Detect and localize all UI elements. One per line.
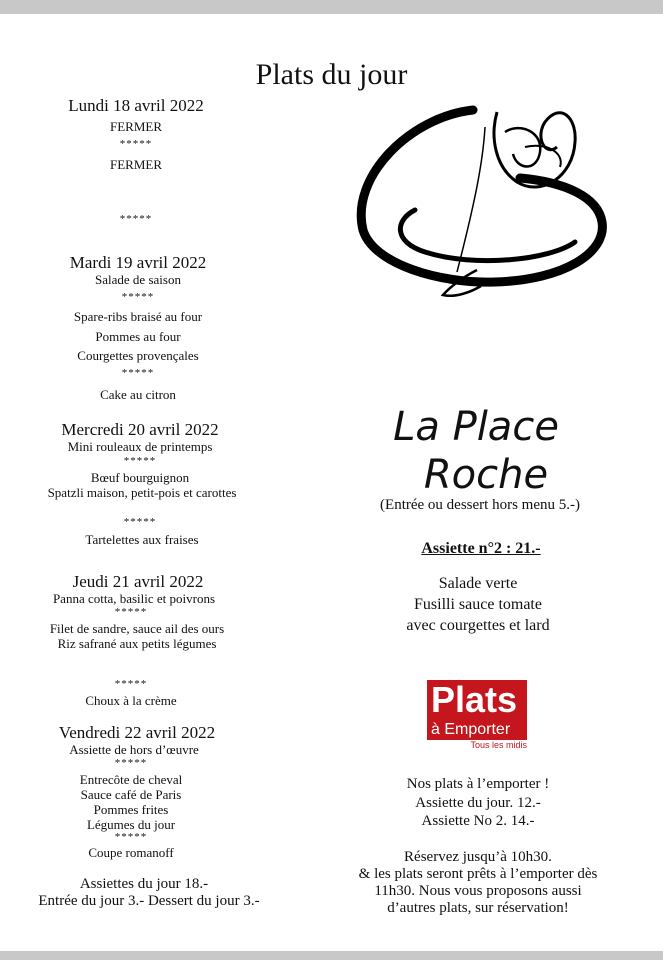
brand-name-line2: Roche — [423, 452, 549, 498]
friday-item: Coupe romanoff — [88, 845, 174, 860]
tuesday-item: Spare-ribs braisé au four — [73, 309, 203, 324]
assiette-line: Fusilli sauce tomate — [414, 596, 542, 613]
reservation-line: d’autres plats, sur réservation! — [387, 900, 569, 916]
friday-item: Assiette de hors d’œuvre — [69, 742, 199, 757]
wednesday-item: Mini rouleaux de printemps — [67, 439, 213, 454]
separator: ***** — [123, 516, 157, 528]
assiette-title: Assiette n°2 : 21.- — [421, 540, 541, 557]
friday-day: Vendredi 22 avril 2022 — [58, 723, 216, 742]
friday-item: Entrecôte de cheval — [79, 772, 183, 787]
separator: ***** — [119, 138, 153, 150]
brand-name-line1: La Place — [393, 404, 559, 450]
monday-item: FERMER — [109, 119, 162, 134]
wednesday-day: Mercredi 20 avril 2022 — [61, 420, 219, 439]
plats-emporter-logo — [427, 680, 527, 760]
takeaway-line: Assiette du jour. 12.- — [415, 795, 541, 811]
reservation-line: Réservez jusqu’à 10h30. — [404, 849, 552, 865]
tuesday-item: Pommes au four — [95, 329, 181, 344]
separator: ***** — [121, 367, 155, 379]
friday-item: Légumes du jour — [86, 817, 176, 832]
friday-item: Pommes frites — [93, 802, 169, 817]
reservation-line: & les plats seront prêts à l’emporter dès — [358, 866, 598, 882]
tuesday-item: Cake au citron — [100, 387, 176, 402]
friday-item: Sauce café de Paris — [80, 787, 182, 802]
separator: ***** — [123, 455, 157, 467]
logo-line1: Plats — [427, 680, 527, 720]
separator: ***** — [114, 678, 148, 690]
assiette-line: avec courgettes et lard — [406, 617, 550, 634]
monday-day: Lundi 18 avril 2022 — [68, 96, 204, 115]
takeaway-line: Assiette No 2. 14.- — [421, 813, 535, 829]
takeaway-line: Nos plats à l’emporter ! — [406, 776, 550, 792]
thursday-item: Filet de sandre, sauce ail des ours — [49, 621, 225, 636]
page-title: Plats du jour — [255, 58, 408, 91]
monday-item: FERMER — [109, 157, 162, 172]
logo-line3: Tous les midis — [470, 740, 527, 750]
thursday-item: Panna cotta, basilic et poivrons — [52, 591, 216, 606]
wednesday-item: Bœuf bourguignon — [90, 470, 190, 485]
wednesday-item: Tartelettes aux fraises — [85, 532, 199, 547]
tuesday-day: Mardi 19 avril 2022 — [69, 253, 207, 272]
separator: ***** — [114, 831, 148, 843]
thursday-item: Choux à la crème — [85, 693, 177, 708]
price-starter-dessert: Entrée du jour 3.- Dessert du jour 3.- — [38, 893, 260, 909]
logo-line2: à Emporter — [427, 720, 527, 740]
price-daily: Assiettes du jour 18.- — [79, 876, 209, 892]
separator: ***** — [121, 291, 155, 303]
separator: ***** — [114, 606, 148, 618]
wednesday-item: Spatzli maison, petit-pois et carottes — [47, 485, 237, 500]
wine-plate-illustration — [345, 92, 607, 312]
reservation-line: 11h30. Nous vous proposons aussi — [374, 883, 582, 899]
tuesday-item: Courgettes provençales — [77, 348, 199, 363]
separator: ***** — [119, 213, 153, 225]
tuesday-item: Salade de saison — [95, 272, 181, 287]
thursday-day: Jeudi 21 avril 2022 — [72, 572, 204, 591]
assiette-line: Salade verte — [438, 575, 518, 592]
thursday-item: Riz safrané aux petits légumes — [57, 636, 217, 651]
brand-note: (Entrée ou dessert hors menu 5.-) — [380, 497, 580, 513]
separator: ***** — [114, 757, 148, 769]
